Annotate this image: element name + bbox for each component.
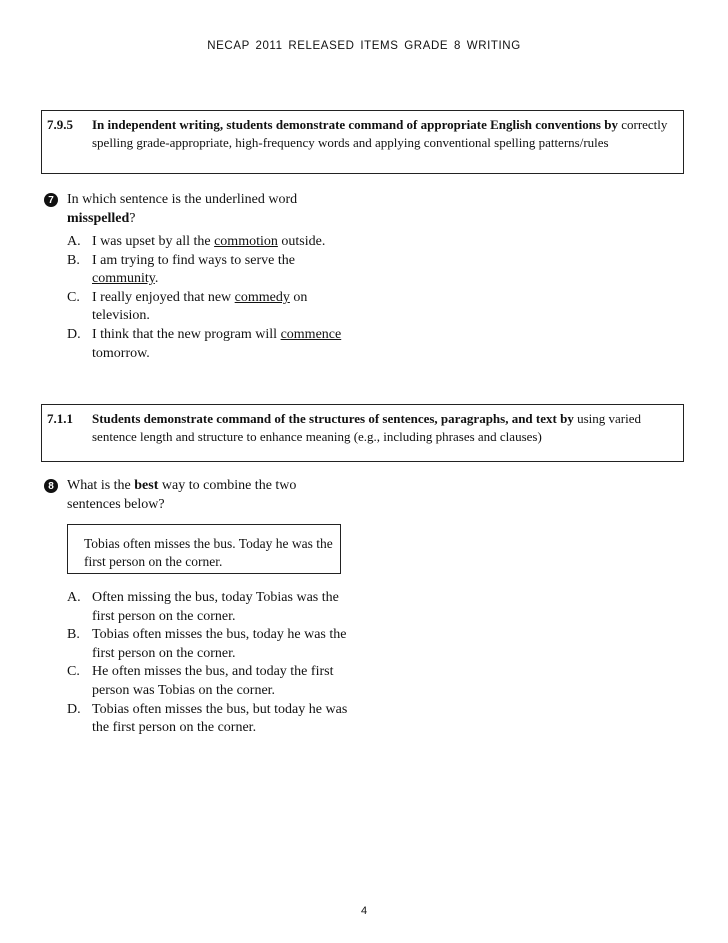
stem-text-end: way to combine the two sentences below? (67, 478, 297, 512)
choice-text: I think that the new program will (92, 326, 281, 342)
answer-choice[interactable] (67, 252, 352, 289)
choice-text-end: on television. (92, 289, 308, 324)
answer-choices (67, 233, 352, 363)
choice-letter: C. (67, 664, 80, 680)
standard-bold-text: In independent writing, students demonstrate command of appropriate English conventions by (92, 117, 618, 132)
choice-letter: A. (67, 590, 81, 605)
choice-text: Tobias often misses the bus, today he was the first person on the corner. (92, 627, 347, 661)
underlined-word: commence (280, 326, 342, 342)
standard-box (41, 110, 684, 174)
answer-choice[interactable] (67, 663, 352, 700)
stem-text: In which sentence is the underlined word (67, 192, 298, 207)
standard-text (92, 116, 675, 152)
stem-text-end: ? (129, 211, 136, 226)
standard-code: 7.9.5 (47, 117, 73, 132)
standard-rest-text: correctly spelling grade-appropriate, high-frequency words and applying conventional spelling patterns/rules (92, 117, 668, 150)
choice-text: He often misses the bus, and today the first person was Tobias on the corner. (92, 664, 334, 698)
standard-rest-text: using varied sentence length and structure to enhance meaning (e.g., including phrases and clauses) (92, 411, 641, 444)
choice-text: Tobias often misses the bus, but today he was the first person on the corner. (92, 701, 348, 736)
choice-letter: B. (67, 627, 80, 643)
question-stem (67, 476, 322, 514)
underlined-word: commotion (214, 234, 278, 249)
answer-choices (67, 589, 352, 738)
choice-letter: A. (67, 234, 81, 249)
passage-box: Tobias often misses the bus. Today he was the first person on the corner. (67, 524, 341, 574)
choice-text-end: outside. (277, 234, 326, 249)
answer-choice[interactable] (67, 289, 352, 326)
question-stem (67, 190, 327, 228)
choice-text: I am trying to find ways to serve the (92, 252, 295, 268)
page-number: 4 (360, 905, 368, 917)
standard-box (41, 404, 684, 462)
choice-letter: C. (67, 289, 80, 305)
standard-code: 7.1.1 (47, 411, 73, 426)
standard-bold-text: Students demonstrate command of the structures of sentences, paragraphs, and text by (92, 411, 574, 426)
choice-text-end: tomorrow. (92, 345, 150, 361)
question-number-badge: 7 (44, 193, 58, 207)
choice-text: I really enjoyed that new (92, 289, 235, 305)
choice-letter: D. (67, 701, 81, 717)
page-header: NECAP 2011 RELEASED ITEMS GRADE 8 WRITING (207, 40, 521, 52)
stem-emphasis: best (134, 478, 159, 493)
answer-choice[interactable] (67, 589, 352, 626)
underlined-word: commedy (234, 289, 290, 305)
stem-text: What is the (67, 478, 135, 493)
choice-letter: D. (67, 326, 81, 342)
answer-choice[interactable] (67, 701, 352, 738)
answer-choice[interactable] (67, 233, 352, 252)
choice-text: Often missing the bus, today Tobias was the first person on the corner. (92, 590, 339, 624)
choice-text: I was upset by all the (92, 234, 215, 249)
underlined-word: community (92, 271, 155, 287)
standard-text (92, 410, 675, 446)
answer-choice[interactable] (67, 326, 352, 363)
choice-letter: B. (67, 252, 80, 268)
stem-emphasis: misspelled (67, 211, 130, 226)
question-number-badge: 8 (44, 479, 58, 493)
answer-choice[interactable] (67, 626, 352, 663)
choice-text-end: . (154, 271, 159, 287)
